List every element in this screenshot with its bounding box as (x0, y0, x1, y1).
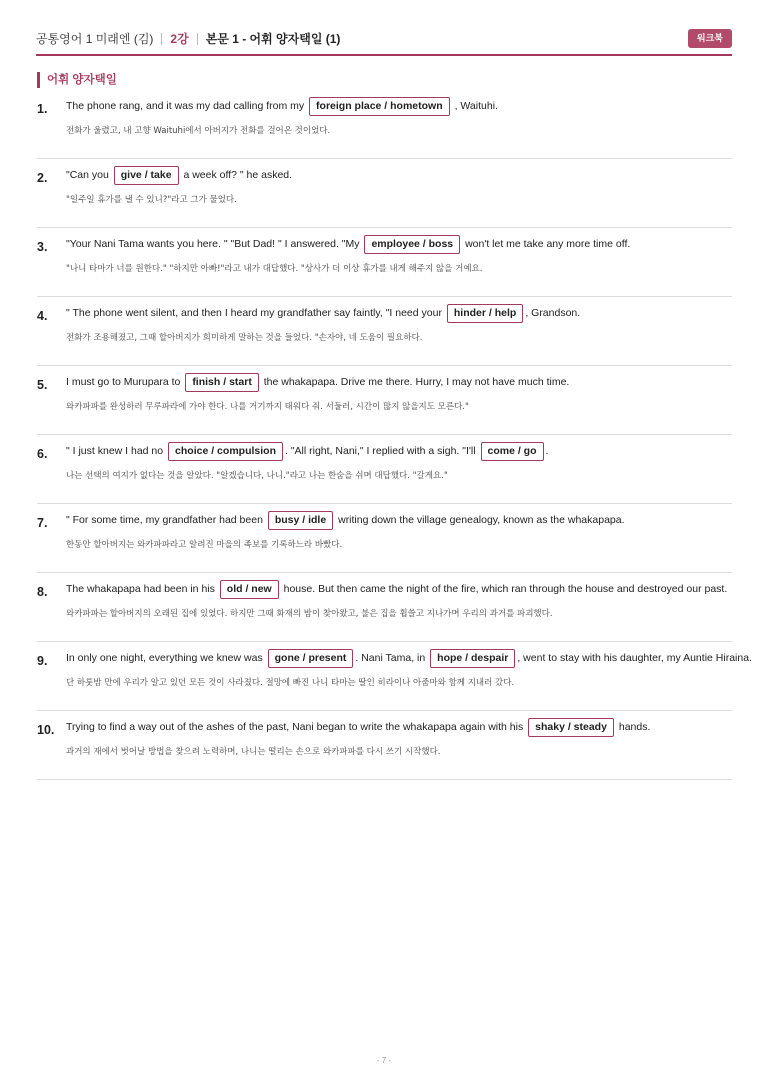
choice-box[interactable]: old / new (220, 580, 279, 599)
sentence-text: a week off? " he asked. (180, 169, 293, 181)
exercise-item (37, 504, 732, 573)
sentence-text: I must go to Murupara to (66, 376, 184, 388)
choice-box[interactable]: employee / boss (364, 235, 460, 254)
sentence-text: " The phone went silent, and then I heard my grandfather say faintly, "I need your (66, 307, 445, 319)
exercise-item (37, 435, 732, 504)
sentence-text: "Your Nani Tama wants you here. " "But Dad! " I answered. "My (66, 238, 363, 250)
english-sentence (66, 233, 630, 255)
sentence-text: "Can you (66, 169, 112, 181)
exercise-list (37, 90, 752, 780)
item-number: 4. (37, 309, 48, 323)
sentence-text: . "All right, Nani," I replied with a sigh. "I'll (284, 445, 479, 457)
english-sentence (66, 302, 580, 324)
korean-translation: "나니 타마가 너를 원한다." "하지만 아빠!"라고 내가 대답했다. "상사가 더 이상 휴가를 내게 해주지 않을 거예요. (66, 264, 483, 274)
choice-box[interactable]: come / go (481, 442, 544, 461)
english-sentence (66, 95, 498, 117)
sentence-text: the whakapapa. Drive me there. Hurry, I may not have much time. (260, 376, 570, 388)
sentence-text: . (545, 445, 549, 457)
sentence-text: " For some time, my grandfather had been (66, 514, 266, 526)
korean-translation: 와카파파를 완성하러 무루파라에 가야 한다. 나를 거기까지 태워다 줘. 서둘러, 시간이 많지 않을지도 모른다." (66, 402, 469, 412)
choice-box[interactable]: shaky / steady (528, 718, 614, 737)
exercise-item (37, 90, 732, 159)
page-number: - 7 - (376, 1056, 392, 1065)
choice-box[interactable]: choice / compulsion (168, 442, 283, 461)
workbook-badge: 워크북 (688, 29, 732, 48)
sentence-text: , Waituhi. (451, 100, 498, 112)
item-number: 9. (37, 654, 48, 668)
english-sentence (66, 509, 625, 531)
item-number: 1. (37, 102, 48, 116)
sentence-text: , Grandson. (525, 307, 581, 319)
item-number: 2. (37, 171, 48, 185)
choice-box[interactable]: foreign place / hometown (309, 97, 450, 116)
korean-translation: 전화가 조용해졌고, 그때 할아버지가 희미하게 말하는 것을 들었다. "손자야, 네 도움이 필요하다. (66, 333, 423, 343)
sentence-text: The whakapapa had been in his (66, 583, 218, 595)
exercise-item (37, 711, 732, 780)
sentence-text: " I just knew I had no (66, 445, 167, 457)
sentence-text: The phone rang, and it was my dad calling from my (66, 100, 308, 112)
sentence-text: In only one night, everything we knew was (66, 652, 266, 664)
item-number: 7. (37, 516, 48, 530)
exercise-item (37, 228, 732, 297)
korean-translation: 나는 선택의 여지가 없다는 것을 알았다. "알겠습니다, 나니."라고 나는 한숨을 쉬며 대답했다. "갈게요." (66, 471, 448, 481)
sentence-text: Trying to find a way out of the ashes of the past, Nani began to write the whakapapa again with his (66, 721, 527, 733)
choice-box[interactable]: hinder / help (447, 304, 523, 323)
header-divider (197, 33, 198, 45)
section-title: 어휘 양자택일 (37, 72, 117, 88)
item-number: 5. (37, 378, 48, 392)
exercise-item (37, 642, 752, 711)
choice-box[interactable]: finish / start (185, 373, 259, 392)
sentence-text: won't let me take any more time off. (462, 238, 631, 250)
english-sentence (66, 647, 752, 669)
korean-translation: 단 하룻밤 만에 우리가 알고 있던 모든 것이 사라졌다. 절망에 빠진 나니 타마는 딸인 히라이나 아줌마와 함께 지내러 갔다. (66, 678, 515, 688)
english-sentence (66, 578, 727, 600)
korean-translation: 와카파파는 할아버지의 오래된 집에 있었다. 하지만 그때 화재의 밤이 찾아왔고, 불은 집을 휩쓸고 지나가며 우리의 과거를 파괴했다. (66, 609, 553, 619)
header-breadcrumb (36, 28, 340, 50)
choice-box[interactable]: busy / idle (268, 511, 333, 530)
sentence-text: writing down the village genealogy, known as the whakapapa. (335, 514, 625, 526)
item-number: 3. (37, 240, 48, 254)
korean-translation: 전화가 울렸고, 내 고향 Waituhi에서 아버지가 전화를 걸어온 것이었다. (66, 126, 331, 136)
english-sentence (66, 716, 650, 738)
exercise-item (37, 573, 732, 642)
lesson-number: 2강 (170, 32, 189, 46)
page-title: 본문 1 - 어휘 양자택일 (1) (205, 32, 341, 46)
choice-box[interactable]: hope / despair (430, 649, 515, 668)
sentence-text: house. But then came the night of the fire, which ran through the house and destroyed our past. (280, 583, 728, 595)
english-sentence (66, 371, 569, 393)
item-number: 6. (37, 447, 48, 461)
english-sentence (66, 164, 292, 186)
korean-translation: 한동안 할아버지는 와카파파라고 알려진 마을의 족보를 기록하느라 바빴다. (66, 540, 343, 550)
header-divider (161, 33, 162, 45)
choice-box[interactable]: give / take (114, 166, 179, 185)
korean-translation: 과거의 재에서 벗어날 방법을 찾으려 노력하며, 나니는 떨리는 손으로 와카파파를 다시 쓰기 시작했다. (66, 747, 441, 757)
sentence-text: , went to stay with his daughter, my Auntie Hiraina. (517, 652, 752, 664)
sentence-text: . Nani Tama, in (355, 652, 429, 664)
item-number: 10. (37, 723, 55, 737)
page-header (36, 28, 732, 56)
sentence-text: hands. (615, 721, 651, 733)
exercise-item (37, 366, 732, 435)
exercise-item (37, 159, 732, 228)
exercise-item (37, 297, 732, 366)
korean-translation: "일주일 휴가를 낼 수 있니?"라고 그가 물었다. (66, 195, 237, 205)
english-sentence (66, 440, 548, 462)
item-number: 8. (37, 585, 48, 599)
choice-box[interactable]: gone / present (268, 649, 354, 668)
course-name: 공통영어 1 미래엔 (김) (36, 32, 154, 46)
